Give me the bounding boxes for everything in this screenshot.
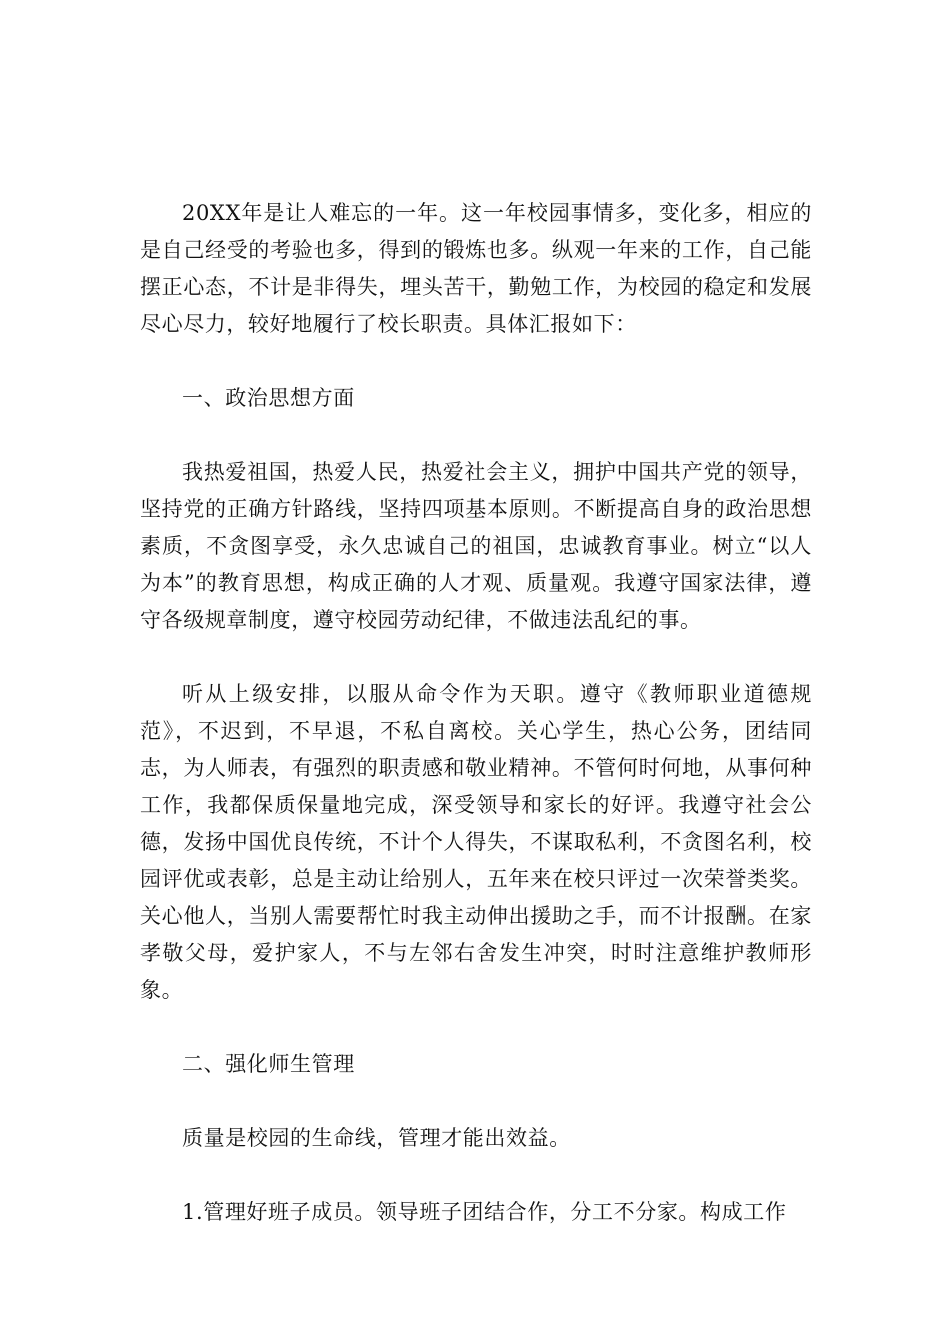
paragraph-gap (140, 1083, 812, 1120)
paragraph-gap (140, 343, 812, 380)
section-heading-management: 二、强化师生管理 (182, 1052, 355, 1076)
paragraph-gap (140, 417, 812, 454)
paragraph-gap (140, 1157, 812, 1194)
section-heading-political: 一、政治思想方面 (182, 386, 355, 410)
management-item-1: 1.管理好班子成员。领导班子团结合作，分工不分家。构成工作 (182, 1200, 787, 1224)
political-paragraph-1: 我热爱祖国，热爱人民，热爱社会主义，拥护中国共产党的领导，坚持党的正确方针路线，坚持四项基本原则。不断提高自身的政治思想素质，不贪图享受，永久忠诚自己的祖国，忠诚教育事业。树立“以人为本”的教育思想，构成正确的人才观、质量观。我遵守国家法律，遵守各级规章制度，遵守校园劳动纪律，不做违法乱纪的事。 (140, 460, 812, 632)
document-body (140, 195, 812, 1231)
paragraph-gap (140, 639, 812, 676)
paragraph-gap (140, 1009, 812, 1046)
management-intro-paragraph: 质量是校园的生命线，管理才能出效益。 (182, 1126, 571, 1150)
political-paragraph-2: 听从上级安排，以服从命令作为天职。遵守《教师职业道德规范》，不迟到，不早退，不私自离校。关心学生，热心公务，团结同志，为人师表，有强烈的职责感和敬业精神。不管何时何地，从事何种工作，我都保质保量地完成，深受领导和家长的好评。我遵守社会公德，发扬中国优良传统，不计个人得失，不谋取私利，不贪图名利，校园评优或表彰，总是主动让给别人，五年来在校只评过一次荣誉类奖。关心他人，当别人需要帮忙时我主动伸出援助之手，而不计报酬。在家孝敬父母，爱护家人，不与左邻右舍发生冲突，时时注意维护教师形象。 (140, 682, 812, 1002)
intro-paragraph: 20XX年是让人难忘的一年。这一年校园事情多，变化多，相应的是自己经受的考验也多，得到的锻炼也多。纵观一年来的工作，自己能摆正心态，不计是非得失，埋头苦干，勤勉工作，为校园的稳定和发展尽心尽力，较好地履行了校长职责。具体汇报如下： (140, 201, 812, 336)
